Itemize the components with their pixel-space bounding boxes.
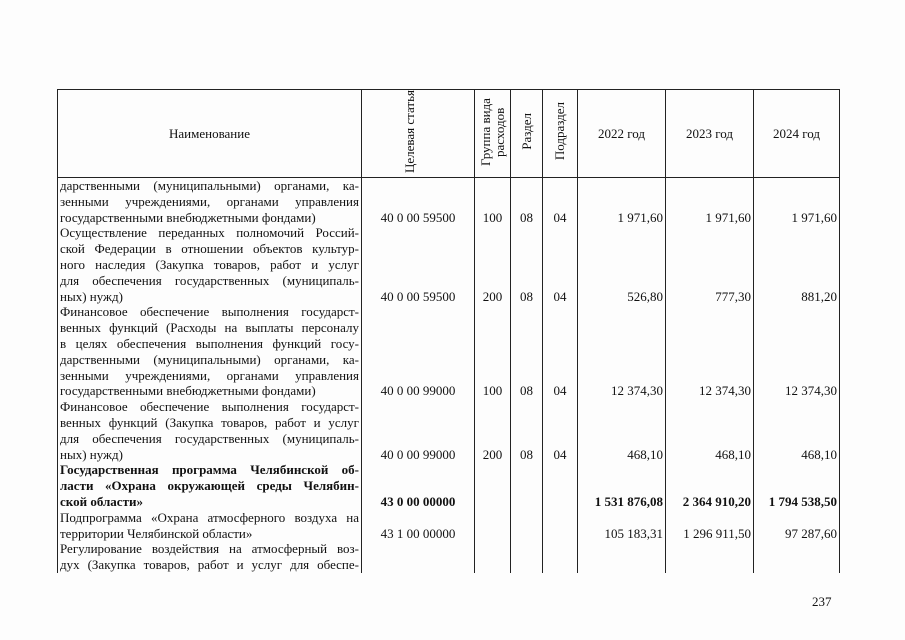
row-group <box>475 541 511 573</box>
row-podrazdel: 04 <box>543 399 578 462</box>
header-target <box>362 90 475 178</box>
row-2024: 12 374,30 <box>754 304 840 399</box>
row-target: 43 0 00 00000 <box>362 462 475 509</box>
header-2022: 2022 год <box>578 90 666 178</box>
table-row <box>58 462 840 509</box>
row-name-line: государственными внебюджетными фондами) <box>60 209 316 225</box>
row-name-line: ного наследия (Закупка товаров, работ и услуг <box>60 257 359 272</box>
row-name-line: дарственными (муниципальными) органами, ка- <box>60 351 359 367</box>
row-name-line: территории Челябинской области» <box>60 525 253 541</box>
row-name-line: венных функций (Расходы на выплаты персоналу <box>60 320 359 336</box>
header-podrazdel <box>543 90 578 178</box>
row-2022: 1 531 876,08 <box>578 462 666 509</box>
row-name <box>58 541 362 573</box>
row-group <box>475 462 511 509</box>
row-2024: 468,10 <box>754 399 840 462</box>
table-row <box>58 510 840 542</box>
row-name-line: Финансовое обеспечение выполнения государст- <box>60 399 359 415</box>
row-name-line: для обеспечения государственных (муниципаль- <box>60 430 359 446</box>
row-target: 40 0 00 59500 <box>362 225 475 304</box>
row-2022: 105 183,31 <box>578 510 666 542</box>
header-group <box>475 90 511 178</box>
row-name-line: Подпрограмма «Охрана атмосферного воздуха на <box>60 509 359 525</box>
row-name-line: ской области» <box>60 493 143 509</box>
header-podrazdel-label: Подраздел <box>552 102 567 161</box>
row-name <box>58 178 362 226</box>
row-name-line: ской Федерации в отношении объектов культур- <box>60 241 359 257</box>
budget-table <box>57 89 840 573</box>
header-target-label: Целевая статья <box>402 90 417 174</box>
row-podrazdel <box>543 462 578 509</box>
row-target: 43 1 00 00000 <box>362 510 475 542</box>
table-row <box>58 399 840 462</box>
page-number: 237 <box>812 594 832 609</box>
row-name-line: ных) нужд) <box>60 288 123 304</box>
header-razdel-label: Раздел <box>518 113 534 150</box>
row-name <box>58 399 362 462</box>
row-podrazdel: 04 <box>543 304 578 399</box>
header-name: Наименование <box>58 90 362 178</box>
row-2023: 468,10 <box>666 399 754 462</box>
table-row <box>58 304 840 399</box>
row-target <box>362 541 475 573</box>
row-2023: 1 296 911,50 <box>666 510 754 542</box>
row-2024: 881,20 <box>754 225 840 304</box>
row-target: 40 0 00 99000 <box>362 304 475 399</box>
header-razdel <box>511 90 543 178</box>
row-group: 200 <box>475 399 511 462</box>
table-row <box>58 541 840 573</box>
row-name-line: зенными учреждениями, органами управления <box>60 193 359 209</box>
row-2023: 777,30 <box>666 225 754 304</box>
row-2022: 12 374,30 <box>578 304 666 399</box>
row-razdel <box>511 462 543 509</box>
row-name-line: Осуществление переданных полномочий Россий- <box>60 225 359 241</box>
row-2022: 468,10 <box>578 399 666 462</box>
row-podrazdel: 04 <box>543 225 578 304</box>
row-name <box>58 225 362 304</box>
row-razdel: 08 <box>511 178 543 226</box>
row-group <box>475 510 511 542</box>
row-name-line: зенными учреждениями, органами управления <box>60 367 359 383</box>
row-2023 <box>666 541 754 573</box>
table-header-row <box>58 90 840 178</box>
row-2023: 12 374,30 <box>666 304 754 399</box>
table-row <box>58 178 840 226</box>
row-name-line: для обеспечения государственных (муниципаль- <box>60 272 359 288</box>
row-name-line: Финансовое обеспечение выполнения государст- <box>60 304 359 320</box>
row-name-line: ных) нужд) <box>60 446 123 462</box>
row-name <box>58 510 362 542</box>
row-2024: 1 794 538,50 <box>754 462 840 509</box>
row-name-line: дух (Закупка товаров, работ и услуг для обеспе- <box>60 557 359 573</box>
row-podrazdel <box>543 541 578 573</box>
row-name-line: венных функций (Закупка товаров, работ и услуг <box>60 414 359 430</box>
row-2023: 2 364 910,20 <box>666 462 754 509</box>
row-razdel: 08 <box>511 399 543 462</box>
row-group: 100 <box>475 178 511 226</box>
row-target: 40 0 00 99000 <box>362 399 475 462</box>
row-2022: 1 971,60 <box>578 178 666 226</box>
row-podrazdel <box>543 510 578 542</box>
row-name-line: Регулирование воздействия на атмосферный воз- <box>60 541 359 557</box>
row-razdel <box>511 541 543 573</box>
row-name-line: дарственными (муниципальными) органами, ка- <box>60 178 359 194</box>
row-group: 100 <box>475 304 511 399</box>
row-name-line: ласти «Охрана окружающей среды Челябин- <box>60 478 359 494</box>
row-2024: 1 971,60 <box>754 178 840 226</box>
header-2024: 2024 год <box>754 90 840 178</box>
header-2023: 2023 год <box>666 90 754 178</box>
row-razdel: 08 <box>511 225 543 304</box>
table-row <box>58 225 840 304</box>
row-name-line: Государственная программа Челябинской об- <box>60 462 359 478</box>
row-razdel <box>511 510 543 542</box>
table-body <box>58 178 840 573</box>
row-2023: 1 971,60 <box>666 178 754 226</box>
row-podrazdel: 04 <box>543 178 578 226</box>
row-2024 <box>754 541 840 573</box>
row-name <box>58 462 362 509</box>
row-target: 40 0 00 59500 <box>362 178 475 226</box>
row-2022 <box>578 541 666 573</box>
row-2022: 526,80 <box>578 225 666 304</box>
header-group-label: Группа вида расходов <box>477 97 507 166</box>
row-name <box>58 304 362 399</box>
row-razdel: 08 <box>511 304 543 399</box>
row-group: 200 <box>475 225 511 304</box>
row-2024: 97 287,60 <box>754 510 840 542</box>
row-name-line: в целях обеспечения выполнения функций госу- <box>60 335 359 351</box>
row-name-line: государственными внебюджетными фондами) <box>60 383 316 399</box>
